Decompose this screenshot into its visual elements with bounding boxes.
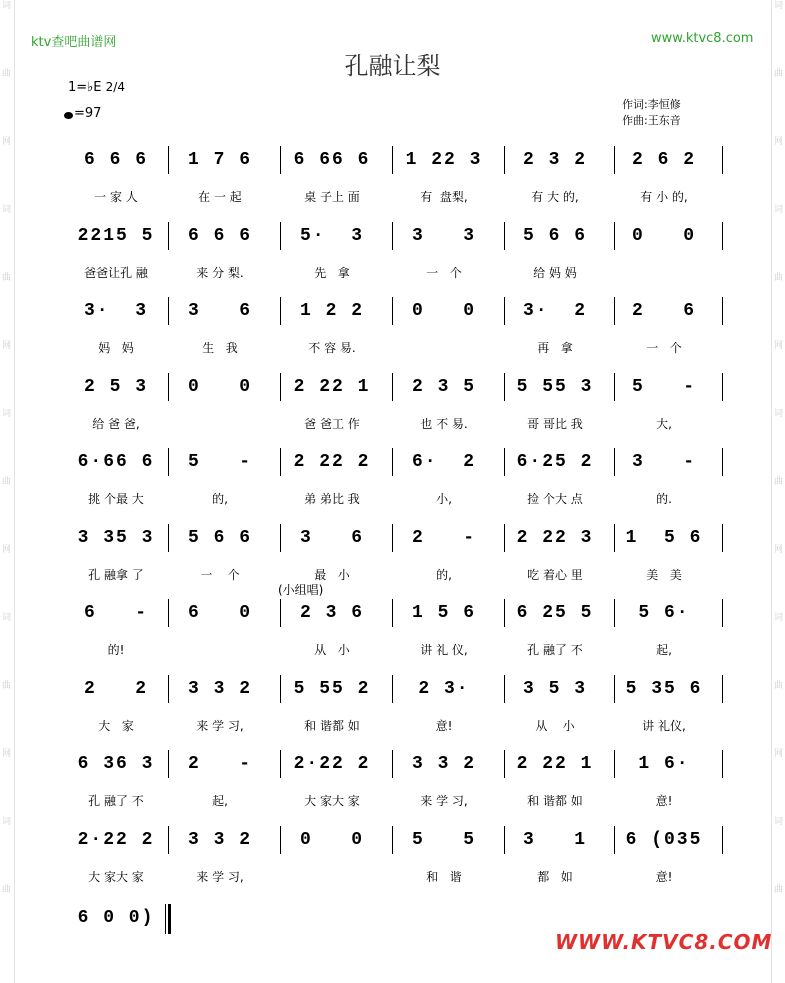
- measure-notes: 5 -: [631, 376, 696, 397]
- measure: [390, 826, 498, 902]
- measure: [502, 750, 608, 826]
- end-barline-thick: [168, 904, 171, 934]
- final-notes: 6 0 0): [77, 908, 155, 928]
- measure: [70, 675, 162, 751]
- measure-lyrics: 一 个: [426, 265, 462, 280]
- measure-notes: 5 6·: [638, 603, 690, 623]
- site-logo-left[interactable]: ktv查吧曲谱网: [31, 35, 117, 50]
- measure-notes: 2 2: [83, 678, 148, 699]
- watermark-char: 曲: [774, 273, 784, 283]
- measure-lyrics: 爸 爸工 作: [304, 416, 360, 431]
- measure-notes: 3 5 3: [522, 678, 587, 699]
- watermark-char: 词: [2, 613, 12, 623]
- barline: [722, 222, 723, 250]
- measure-lyrics: 再 拿: [537, 341, 573, 355]
- measure-lyrics: 先 拿: [314, 265, 350, 280]
- watermark-char: 词: [2, 1, 12, 11]
- barline: [722, 599, 723, 627]
- measure-lyrics: 的,: [212, 492, 228, 506]
- measure-lyrics: 给 妈 妈: [533, 265, 577, 280]
- measure: [390, 297, 498, 373]
- measure-lyrics: 讲 礼仪,: [642, 718, 686, 733]
- watermark-char: 曲: [2, 681, 12, 691]
- composer-credit: 作曲:王东音: [622, 114, 681, 127]
- measure: [166, 146, 274, 222]
- measure: [70, 599, 162, 675]
- footer-site-url[interactable]: WWW.KTVC8.COM: [555, 930, 773, 954]
- measure-lyrics: 有 小 的,: [640, 190, 688, 204]
- measure-lyrics: 爸爸让孔 融: [84, 265, 148, 280]
- measure-notes: 2·22 2: [293, 754, 371, 774]
- time-signature: 2/4: [105, 80, 125, 94]
- score-system: [0, 524, 785, 600]
- measure: [390, 448, 498, 524]
- measure-notes: 1 5 6: [411, 603, 476, 623]
- measure-lyrics: 大 家大 家: [304, 794, 360, 808]
- watermark-char: 词: [774, 205, 784, 215]
- watermark-char: 曲: [774, 69, 784, 79]
- measure-lyrics: 大 家大 家: [88, 869, 144, 884]
- measure: [612, 146, 716, 222]
- measure-lyrics: 意!: [655, 869, 673, 884]
- measure-lyrics: 来 分 梨.: [196, 265, 244, 280]
- measure-notes: 2 -: [411, 527, 476, 548]
- measure-lyrics: 从 小: [535, 718, 575, 733]
- measure-notes: 5 55 2: [293, 678, 371, 699]
- measure-notes: 3 3 2: [411, 754, 476, 774]
- measure: [166, 599, 274, 675]
- measure-notes: 2215 5: [77, 225, 155, 246]
- measure-notes: 0 0: [187, 376, 252, 397]
- measure-lyrics: 也 不 易.: [420, 416, 468, 431]
- measure: [278, 750, 386, 826]
- measure: [70, 750, 162, 826]
- watermark-char: 网: [774, 137, 784, 147]
- measure-notes: 3 3: [411, 225, 476, 246]
- watermark-char: 词: [774, 613, 784, 623]
- measure-notes: 3 6: [187, 301, 252, 321]
- score-system: [0, 222, 785, 298]
- measure: [390, 222, 498, 298]
- measure-notes: 2 6: [631, 301, 696, 321]
- measure-notes: 1 5 6: [625, 527, 703, 548]
- watermark-char: 词: [774, 1, 784, 11]
- measure-lyrics: 孔 融了 不: [527, 643, 583, 657]
- measure: [612, 373, 716, 449]
- measure-lyrics: 孔 融了 不: [88, 794, 144, 808]
- measure-notes: 2 -: [187, 754, 252, 774]
- measure-notes: 5 35 6: [625, 678, 703, 699]
- watermark-char: 词: [2, 817, 12, 827]
- measure-notes: 3 35 3: [77, 527, 155, 548]
- measure: [166, 675, 274, 751]
- watermark-char: 词: [774, 409, 784, 419]
- measure: [390, 146, 498, 222]
- barline: [722, 826, 723, 854]
- song-title: 孔融让梨: [344, 52, 441, 80]
- measure: [612, 826, 716, 902]
- measure: [166, 373, 274, 449]
- measure-lyrics: 捡 个大 点: [527, 492, 583, 506]
- measure: [70, 373, 162, 449]
- lyricist-credit: 作词:李恒修: [622, 98, 681, 111]
- site-url-right[interactable]: www.ktvc8.com: [651, 31, 754, 46]
- measure-lyrics: 和 谐都 如: [304, 718, 360, 733]
- measure: [278, 826, 386, 902]
- measure: [70, 524, 162, 600]
- quarter-note-icon: [64, 112, 73, 119]
- measure: [278, 448, 386, 524]
- tempo-value: =97: [74, 106, 102, 121]
- score-system: [0, 675, 785, 751]
- watermark-char: 曲: [2, 885, 12, 895]
- measure: [502, 146, 608, 222]
- measure: [278, 675, 386, 751]
- measure-notes: 3 6: [299, 527, 364, 548]
- measure: [390, 675, 498, 751]
- measure-notes: 3 -: [631, 452, 696, 472]
- measure: [502, 524, 608, 600]
- measure-lyrics: 来 学 习,: [420, 794, 468, 808]
- measure: [390, 599, 498, 675]
- measure: [278, 373, 386, 449]
- measure-lyrics: 有 盘梨,: [420, 190, 468, 204]
- measure-lyrics: 起,: [212, 794, 228, 808]
- watermark-char: 词: [2, 409, 12, 419]
- score-system: [0, 448, 785, 524]
- measure-notes: 1 7 6: [187, 150, 252, 170]
- measure-notes: 6 36 3: [77, 754, 155, 774]
- measure-notes: 1 22 3: [405, 150, 483, 170]
- measure: [612, 675, 716, 751]
- measure: [612, 297, 716, 373]
- measure: [166, 297, 274, 373]
- measure: [70, 146, 162, 222]
- measure-lyrics: 小,: [436, 492, 452, 506]
- measure-lyrics: 挑 个最 大: [88, 492, 144, 506]
- measure-notes: 2 3 2: [522, 150, 587, 170]
- measure-notes: 1 6·: [638, 754, 690, 774]
- measure-notes: 6 0: [187, 603, 252, 623]
- measure-lyrics: 和 谐都 如: [527, 794, 583, 808]
- watermark-char: 曲: [2, 273, 12, 283]
- barline: [722, 146, 723, 174]
- measure: [502, 448, 608, 524]
- watermark-char: 网: [774, 545, 784, 555]
- measure-notes: 3 1: [522, 829, 587, 850]
- final-measure: [70, 904, 162, 980]
- measure-notes: 6 (035: [625, 829, 703, 850]
- measure-lyrics: 妈 妈: [98, 341, 134, 355]
- measure-notes: 5 55 3: [516, 376, 594, 397]
- score-system: [0, 146, 785, 222]
- measure-notes: 0 0: [411, 301, 476, 321]
- watermark-char: 网: [2, 545, 12, 555]
- barline: [722, 448, 723, 476]
- measure-notes: 2 3·: [418, 678, 470, 699]
- score-system: [0, 297, 785, 373]
- barline: [722, 524, 723, 552]
- end-barline-thin: [165, 904, 166, 934]
- measure-lyrics: 最 小: [314, 567, 350, 582]
- measure: [390, 524, 498, 600]
- watermark-char: 网: [2, 749, 12, 759]
- measure-lyrics: 大,: [656, 416, 672, 431]
- measure-lyrics: 讲 礼 仪,: [420, 643, 468, 657]
- score-system: [0, 826, 785, 902]
- measure-notes: 6· 2: [411, 452, 476, 472]
- key-signature: [68, 80, 125, 95]
- barline: [722, 675, 723, 703]
- barline: [722, 750, 723, 778]
- measure: [166, 524, 274, 600]
- section-label: (小组唱): [278, 583, 324, 597]
- measure: [502, 222, 608, 298]
- measure-lyrics: 孔 融拿 了: [88, 567, 144, 582]
- watermark-char: 曲: [774, 885, 784, 895]
- measure: [612, 448, 716, 524]
- measure-notes: 0 0: [631, 225, 696, 246]
- measure: [612, 222, 716, 298]
- measure-notes: 2 22 1: [293, 376, 371, 397]
- measure: [390, 750, 498, 826]
- measure-notes: 6 6 6: [83, 150, 148, 170]
- key-text: 1=♭E: [68, 80, 102, 95]
- measure: [166, 222, 274, 298]
- measure-notes: 1 2 2: [299, 301, 364, 321]
- measure-lyrics: 的!: [107, 643, 125, 657]
- measure: [502, 297, 608, 373]
- measure-lyrics: 意!: [655, 794, 673, 808]
- measure: [278, 222, 386, 298]
- measure-notes: 2 3 5: [411, 376, 476, 397]
- watermark-char: 曲: [774, 477, 784, 487]
- measure-lyrics: 不 容 易.: [308, 341, 356, 355]
- measure-notes: 5 6 6: [522, 225, 587, 246]
- watermark-char: 网: [774, 341, 784, 351]
- measure-notes: 2 22 1: [516, 754, 594, 774]
- measure-lyrics: 来 学 习,: [196, 869, 244, 884]
- tempo-mark: [64, 106, 101, 121]
- measure-lyrics: 起,: [656, 643, 672, 657]
- measure-lyrics: 大 家: [98, 718, 134, 733]
- measure-notes: 2 22 2: [293, 452, 371, 472]
- measure: [166, 750, 274, 826]
- measure-lyrics: 一 家 人: [94, 190, 138, 204]
- measure-notes: 5 -: [187, 452, 252, 472]
- measure-notes: 3 3 2: [187, 678, 252, 699]
- measure-lyrics: 哥 哥比 我: [527, 416, 583, 431]
- measure-lyrics: 都 如: [537, 869, 573, 884]
- watermark-char: 网: [2, 137, 12, 147]
- measure-notes: 5 6 6: [187, 527, 252, 548]
- watermark-char: 曲: [2, 477, 12, 487]
- measure: [502, 826, 608, 902]
- measure-notes: 3· 3: [83, 301, 148, 321]
- measure: [612, 524, 716, 600]
- measure: [612, 750, 716, 826]
- measure-notes: 5· 3: [299, 225, 364, 246]
- measure: [70, 448, 162, 524]
- measure: [390, 373, 498, 449]
- measure-notes: 2 6 2: [631, 150, 696, 170]
- measure-lyrics: 美 美: [646, 567, 682, 582]
- measure-lyrics: 有 大 的,: [531, 190, 579, 204]
- measure-lyrics: 弟 弟比 我: [304, 492, 360, 506]
- watermark-char: 曲: [2, 69, 12, 79]
- measure: [278, 146, 386, 222]
- measure-notes: 2 22 3: [516, 527, 594, 548]
- measure-lyrics: 从 小: [314, 643, 350, 657]
- score-system: [0, 373, 785, 449]
- measure-notes: 0 0: [299, 829, 364, 850]
- measure-lyrics: 一 个: [646, 341, 682, 355]
- measure-lyrics: 给 爸 爸,: [92, 416, 140, 431]
- measure-lyrics: 吃 着心 里: [527, 567, 583, 582]
- measure: [166, 448, 274, 524]
- score-system: [0, 583, 785, 675]
- measure-lyrics: 的.: [656, 492, 672, 506]
- measure-notes: 6 66 6: [293, 150, 371, 170]
- barline: [722, 373, 723, 401]
- measure-notes: 6 25 5: [516, 603, 594, 623]
- watermark-char: 曲: [774, 681, 784, 691]
- measure: [612, 599, 716, 675]
- measure-notes: 6 6 6: [187, 225, 252, 246]
- measure: [70, 826, 162, 902]
- measure: [502, 373, 608, 449]
- measure-lyrics: 生 我: [202, 341, 238, 355]
- watermark-char: 词: [774, 817, 784, 827]
- measure-lyrics: 在 一 起: [198, 190, 242, 204]
- measure-notes: 2 3 6: [299, 603, 364, 623]
- measure-notes: 6·25 2: [516, 452, 594, 472]
- measure-notes: 2 5 3: [83, 376, 148, 397]
- measure-notes: 3· 2: [522, 301, 587, 321]
- measure: [278, 599, 386, 675]
- measure-notes: 3 3 2: [187, 829, 252, 850]
- measure-notes: 5 5: [411, 829, 476, 850]
- measure-notes: 6 -: [83, 603, 148, 623]
- measure-lyrics: 一 个: [200, 567, 240, 582]
- measure: [70, 222, 162, 298]
- measure: [70, 297, 162, 373]
- measure-lyrics: 的,: [436, 567, 452, 582]
- measure-notes: 2·22 2: [77, 829, 155, 850]
- measure-lyrics: 和 谐: [426, 869, 462, 884]
- measure: [278, 297, 386, 373]
- measure: [502, 675, 608, 751]
- measure-notes: 6·66 6: [77, 452, 155, 472]
- watermark-char: 词: [2, 205, 12, 215]
- measure-lyrics: 意!: [435, 718, 453, 733]
- measure: [166, 826, 274, 902]
- score-system: [0, 750, 785, 826]
- watermark-char: 网: [774, 749, 784, 759]
- barline: [722, 297, 723, 325]
- measure: [502, 599, 608, 675]
- watermark-char: 网: [2, 341, 12, 351]
- measure-lyrics: 来 学 习,: [196, 718, 244, 733]
- measure-lyrics: 桌 子上 面: [304, 190, 360, 204]
